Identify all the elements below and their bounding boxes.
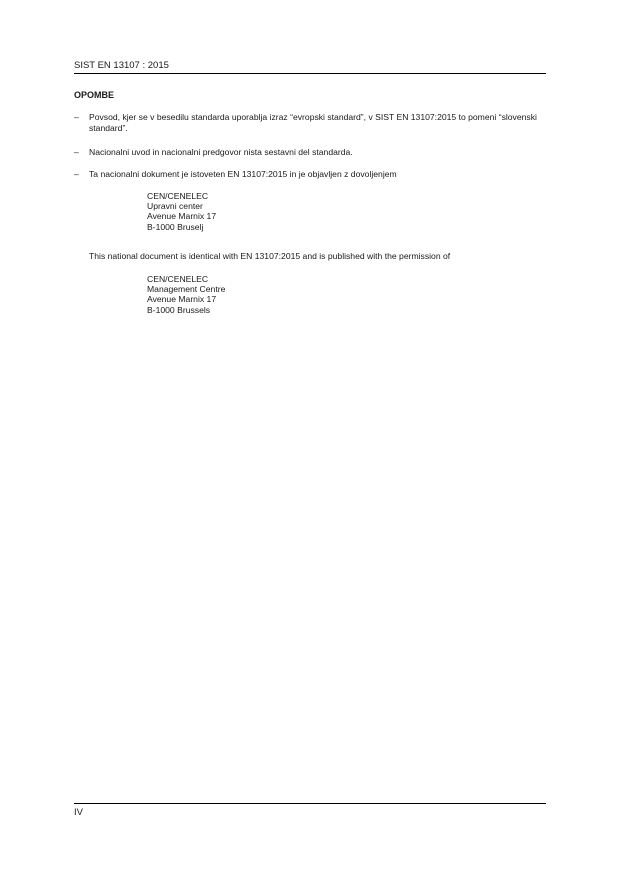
address-block-en <box>147 274 225 315</box>
note-text: Nacionalni uvod in nacionalni predgovor nista sestavni del standarda. <box>89 147 353 157</box>
footer-rule <box>74 803 546 804</box>
address-line: B-1000 Brussels <box>147 304 211 315</box>
address-line: CEN/CENELEC <box>147 274 209 284</box>
address-line: CEN/CENELEC <box>147 191 209 201</box>
address-line: B-1000 Bruselj <box>147 221 204 232</box>
running-header: SIST EN 13107 : 2015 <box>74 60 546 74</box>
address-line: Management Centre <box>147 284 226 295</box>
page-number: IV <box>74 807 83 818</box>
english-statement: This national document is identical with EN 13107:2015 and is published with the permission of <box>89 251 451 261</box>
address-line: Avenue Marnix 17 <box>147 211 217 222</box>
dash-bullet: – <box>74 169 79 179</box>
dash-bullet: – <box>74 147 79 157</box>
address-line: Upravni center <box>147 201 203 212</box>
section-title: OPOMBE <box>74 90 115 100</box>
note-text: Povsod, kjer se v besedilu standarda uporablja izraz “evropski standard”, v SIST EN 13107:2015 to pomeni “slovenski standard”. <box>89 112 537 133</box>
address-block-sl <box>147 191 216 232</box>
note-text: Ta nacionalni dokument je istoveten EN 13107:2015 in je objavljen z dovoljenjem <box>89 169 397 179</box>
address-line: Avenue Marnix 17 <box>147 294 217 305</box>
dash-bullet: – <box>74 112 79 122</box>
